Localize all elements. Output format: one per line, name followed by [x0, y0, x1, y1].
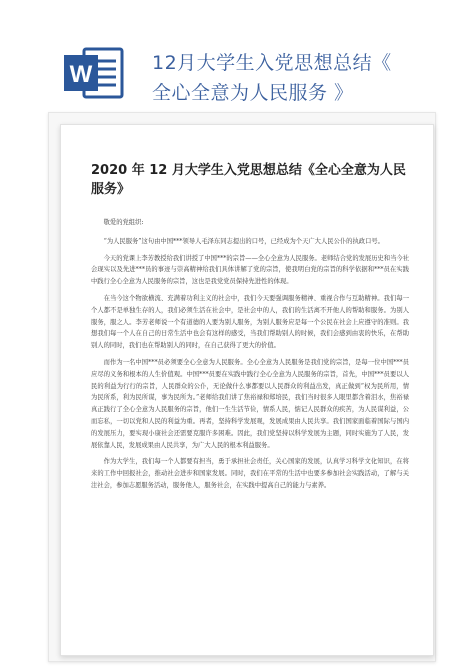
header-banner [0, 0, 474, 120]
header-title [152, 48, 452, 108]
paragraph: 而作为一名中国***员必须要全心全意为人民服务。全心全意为人民服务是我们党的宗旨，是每一位中国***员应尽的义务和根本的人生价值观。中国***员要在实践中践行全心全意为人民服务的宗旨，首先，中国***员要以人民的利益为行行的宗旨，人民群众的公仆，无论做什么事都要以人民群众的利益出发，真正做到“权为民所用，情为民所系，利为民所谋，事为民所为。”老师给我们讲了焦裕禄和郑培民，我们当时很多人眼里都含着泪水，焦裕禄真正践行了全心全意为人民服务的宗旨，他们一生生活节俭，情系人民，惦记人民群众的疾苦，为人民谋利益，公而忘私，一切以党和人民的利益为重。再者，坚持科学发展观，发展成果由人民共享。我们国家面临着国际与国内的发展压力，要实现小康社会还需要克服许多困难。因此，我们党坚持以科学发展为主题，同时实施为了人民，发展依靠人民，发展成果由人民共享，为广大人民的根本利益服务。 [91, 358, 409, 449]
paragraph: 今天的党课上李芳教授给我们讲授了中国***的宗旨——全心全意为人民服务。老师结合党的发展历史和当今社会现实以及先进***员的事迹与崇高精神给我们具体讲解了党的宗旨，使我明白党的宗旨的科学依据和***员在实践中践行全心全意为人民服务的宗旨，这也是我党党员保持先进性的体现。 [91, 254, 409, 286]
paragraph: “为人民服务”这句由中国***领导人毛泽东同志提出的口号，已经成为个天广大人民公仆的执政口号。 [103, 237, 384, 245]
document-body [91, 217, 409, 497]
header-title-line2: 全心全意为人民服务 》 [152, 82, 354, 104]
word-letter: W [69, 61, 93, 88]
document-title: 2020 年 12 月大学生入党思想总结《全心全意为人民服务》 [91, 163, 406, 197]
header-title-line1: 12月大学生入党思想总结《 [152, 52, 392, 74]
word-document-icon [62, 45, 126, 101]
paragraph: 作为大学生，我们每一个人都要有担当，勇于承担社会责任，关心国家的发展，认真学习科学文化知识，在将来的工作中回报社会，推动社会进步和国家发展。同时，我们在平常的生活中也要多参加社会实践活动，了解与关注社会，参加志愿服务活动，服务他人，服务社会，在实践中提高自己的能力与素养。 [91, 458, 409, 489]
paragraph: 在当今这个物欲横流、充满着功利主义的社会中，我们今天要强调服务精神、重视合作与互助精神。我们每一个人都不是单独生存的人，我们必须生活在社会中，是社会中的人，我们的生活离不开他人的帮助和服务。为别人服务，服之人。李芳老师说一个有道德的人要为别人服务，为别人服务应是每一个公民在社会上应遵守的准则。我想我们每一个人在自己的日常生活中也会有这样的感受，当我们帮助别人的时候，我们会感到由衷的快乐，在帮助别人的同时，我们也在帮助别人的同时，在自己获得了更大的价值。 [91, 294, 409, 350]
document-page [60, 124, 434, 656]
salutation: 敬爱的党组织: [103, 219, 144, 226]
